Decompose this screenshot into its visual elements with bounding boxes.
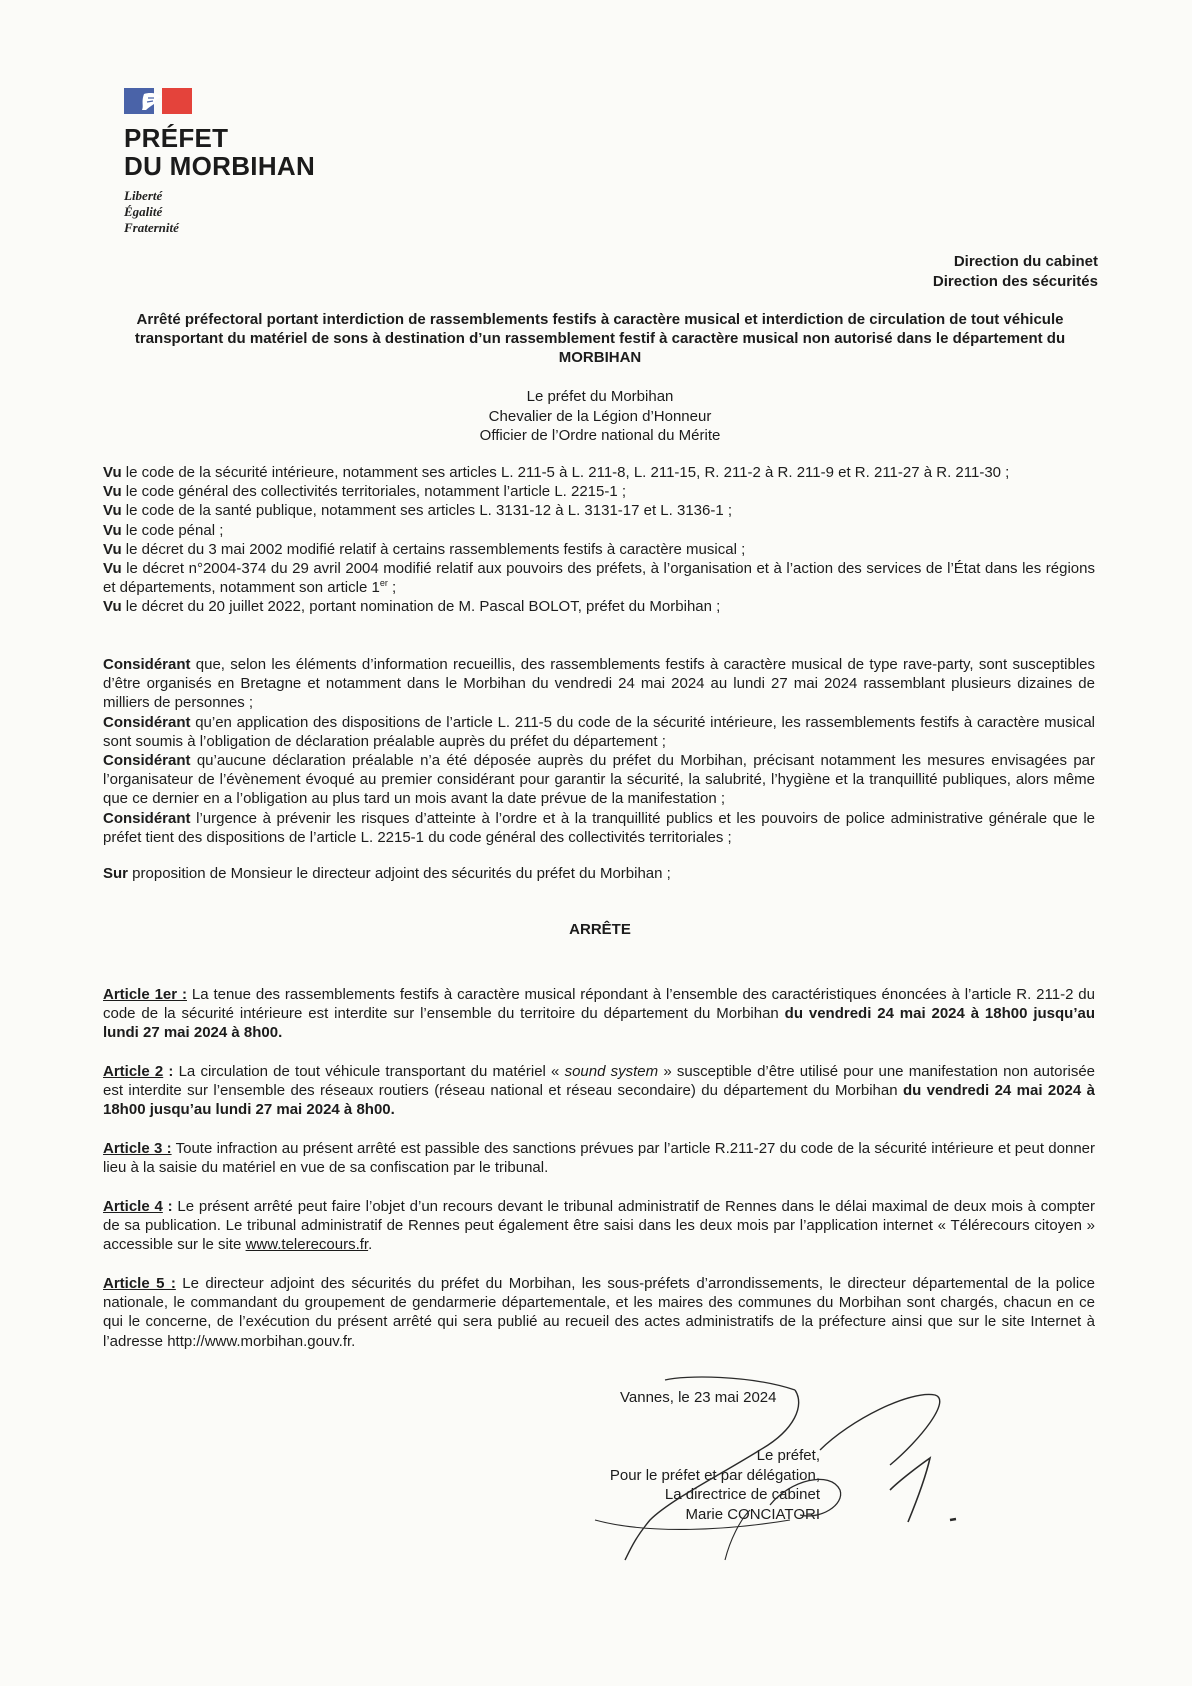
signatory-line-1: Le préfet, — [756, 1447, 820, 1464]
prefect-line-2: Chevalier de la Légion d’Honneur — [488, 407, 712, 425]
prefect-titles — [400, 387, 800, 446]
considerant-item: Considérant qu’aucune déclaration préalable n’a été déposée auprès du préfet du Morbihan, précisant notamment les mesures envisagées par l’organisateur de l’évènement évoqué au premier considérant pour garantir la sécurité, la salubrité, l’hygiène et la tranquillité publiques, alors même que ce dernier en a l’obligation au plus tard un mois avant la date prévue de la manifestation ; — [103, 752, 1095, 808]
republic-motto — [124, 188, 384, 236]
vu-item: Vu le code de la santé publique, notamment ses articles L. 3131-12 à L. 3131-17 et L. 3136-1 ; — [103, 502, 733, 520]
marianne-flag-icon — [124, 88, 192, 114]
article-4: Article 4 : Le présent arrêté peut faire l’objet d’un recours devant le tribunal administratif de Rennes dans le délai maximal de deux mois à compter de sa publication. Le tribunal administratif de Rennes peut également être saisi dans les deux mois par l’application internet « Télérecours citoyen » accessible sur le site www.telerecours.fr. — [103, 1198, 1095, 1254]
legal-basis-list — [103, 463, 1095, 617]
vu-item: Vu le code général des collectivités territoriales, notamment l’article L. 2215-1 ; — [103, 483, 627, 501]
considerant-item: Considérant qu’en application des dispositions de l’article L. 211-5 du code de la sécurité intérieure, les rassemblements festifs à caractère musical sont soumis à l’obligation de déclaration préalable auprès du préfet du département ; — [103, 713, 1095, 750]
arrete-heading: ARRÊTE — [569, 921, 631, 938]
article-3: Article 3 : Toute infraction au présent arrêté est passible des sanctions prévues par l’article R.211-27 du code de la sécurité intérieure et peut donner lieu à la saisie du matériel en vue de sa confiscation par le tribunal. — [103, 1140, 1095, 1177]
telerecours-link[interactable]: www.telerecours.fr — [245, 1236, 369, 1254]
direction-line-2: Direction des sécurités — [932, 273, 1098, 290]
proposal-line: Sur proposition de Monsieur le directeur adjoint des sécurités du préfet du Morbihan ; — [103, 865, 671, 882]
logo-line-2: DU MORBIHAN — [124, 151, 316, 181]
signatory-line-3: La directrice de cabinet — [664, 1486, 820, 1503]
considerations-list — [103, 655, 1095, 847]
handwritten-signature-icon — [590, 1370, 1010, 1590]
considerant-item: Considérant l’urgence à prévenir les risques d’atteinte à l’ordre et à la tranquillité publics et les pouvoirs de police administrative générale que le préfet tient des dispositions de l’article L. 2215-1 du code général des collectivités territoriales ; — [103, 809, 1095, 846]
considerant-item: Considérant que, selon les éléments d’information recueillis, des rassemblements festifs à caractère musical de type rave-party, sont susceptibles d’être organisés en Bretagne et notamment dans le Morbihan du vendredi 24 mai 2024 au lundi 27 mai 2024 rassemblant plusieurs dizaines de milliers de personnes ; — [103, 656, 1095, 712]
vu-item: Vu le décret du 20 juillet 2022, portant nomination de M. Pascal BOLOT, préfet du Morbihan ; — [103, 598, 721, 616]
vu-item: Vu le code de la sécurité intérieure, notamment ses articles L. 211-5 à L. 211-8, L. 211-15, R. 211-2 à R. 211-9 et R. 211-27 à R. 211-30 ; — [103, 464, 1010, 481]
prefecture-logo — [124, 88, 384, 236]
place-and-date: Vannes, le 23 mai 2024 — [620, 1389, 777, 1406]
prefect-line-3: Officier de l’Ordre national du Mérite — [479, 427, 721, 444]
article-2: Article 2 : La circulation de tout véhicule transportant du matériel « sound system » susceptible d’être utilisé pour une manifestation non autorisée est interdite sur l’ensemble des réseaux routiers (réseau national et réseau secondaire) du département du Morbihan du vendredi 24 mai 2024 à 18h00 jusqu’au lundi 27 mai 2024 à 8h00. — [103, 1063, 1096, 1119]
vu-item: Vu le code pénal ; — [103, 521, 224, 539]
article-1: Article 1er : La tenue des rassemblements festifs à caractère musical répondant à l’ensemble des caractéristiques énoncées à l’article R. 211-2 du code de la sécurité intérieure est interdite sur l’ensemble du territoire du département du Morbihan du vendredi 24 mai 2024 à 18h00 jusqu’au lundi 27 mai 2024 à 8h00. — [103, 986, 1095, 1042]
vu-item: Vu le décret du 3 mai 2002 modifié relatif à certains rassemblements festifs à caractère musical ; — [103, 540, 746, 558]
motto-liberte: Liberté — [124, 188, 163, 203]
direction-line-1: Direction du cabinet — [953, 253, 1098, 270]
signatory-line-2: Pour le préfet et par délégation, — [609, 1466, 820, 1484]
motto-egalite: Égalité — [124, 204, 163, 219]
signatory-line-4: Marie CONCIATORI — [685, 1505, 820, 1523]
issuing-directorate — [933, 252, 1098, 292]
motto-fraternite: Fraternité — [124, 220, 179, 235]
vu-item: Vu le décret n°2004-374 du 29 avril 2004 modifié relatif aux pouvoirs des préfets, à l’organisation et à l’action des services de l’État dans les régions et départements, notamment son article 1er ; — [103, 560, 1095, 597]
logo-line-1: PRÉFET — [124, 123, 229, 153]
article-5: Article 5 : Le directeur adjoint des sécurités du préfet du Morbihan, les sous-préfets d’arrondissements, le directeur départemental de la police nationale, le commandant du groupement de gendarmerie départementale, et les maires des communes du Morbihan sont chargés, chacun en ce qui le concerne, de l’exécution du présent arrêté qui sera publié au recueil des actes administratifs de la préfecture ainsi que sur le site Internet à l’adresse http://www.morbihan.gouv.fr. — [103, 1275, 1096, 1350]
prefect-line-1: Le préfet du Morbihan — [526, 388, 674, 405]
decree-title: Arrêté préfectoral portant interdiction de rassemblements festifs à caractère musical et interdiction de circulation de tout véhicule transportant du matériel de sons à destination d’un rassemblement festif à caractère musical non autorisé dans le département du MORBIHAN — [134, 311, 1066, 366]
